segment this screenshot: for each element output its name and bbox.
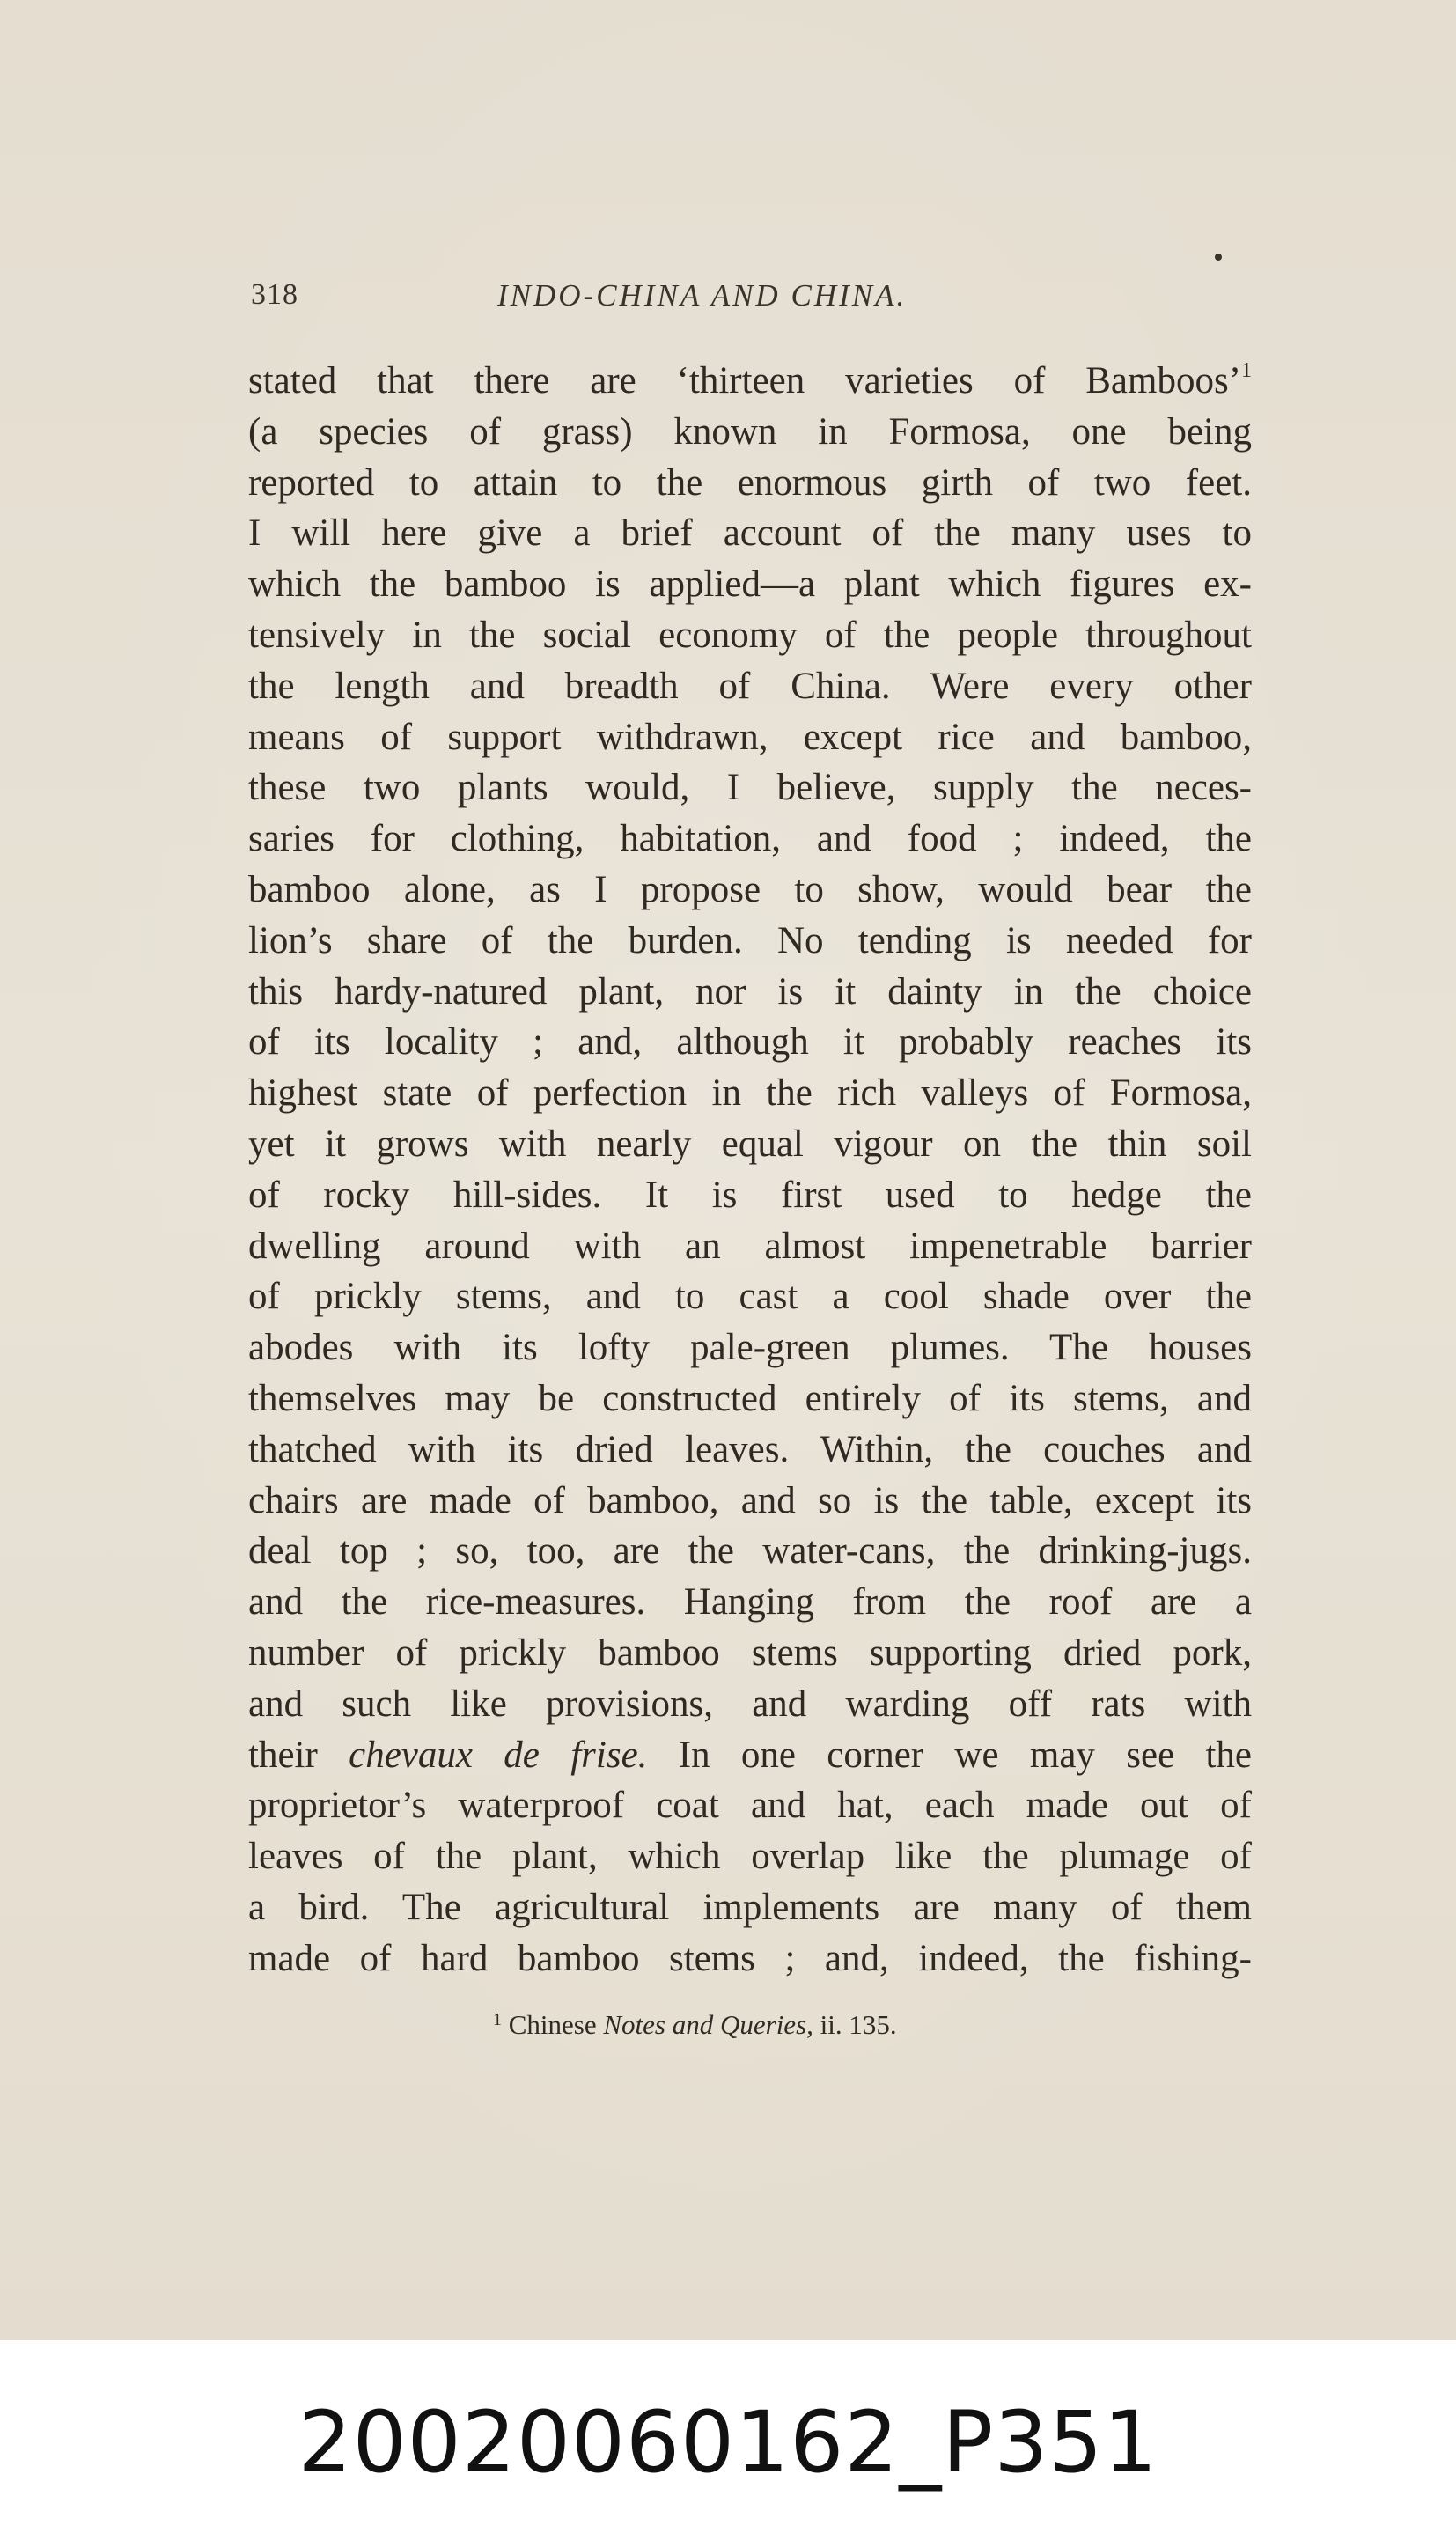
text-line: which the bamboo is applied—a plant which figures ex- [248,563,1252,606]
footnote-reference: 1 [1241,359,1252,382]
text-line: number of prickly bamboo stems supporting dried pork, [248,1631,1252,1674]
text-line: made of hard bamboo stems ; and, indeed, the fishing- [248,1937,1252,1979]
text-line: these two plants would, I believe, supply the neces- [248,767,1252,809]
text-line: saries for clothing, habitation, and food ; indeed, the [248,818,1252,860]
text-line: proprietor’s waterproof coat and hat, each made out of [248,1785,1252,1827]
text-line: their chevaux de frise. In one corner we may see the [248,1734,1253,1776]
text-line: deal top ; so, too, are the water-cans, the drinking-jugs. [248,1530,1252,1572]
text-line: highest state of perfection in the rich valleys of Formosa, [248,1072,1252,1115]
text-line: dwelling around with an almost impenetrable barrier [248,1225,1252,1267]
text-line: chairs are made of bamboo, and so is the table, except its [248,1479,1252,1521]
text-line: abodes with its lofty pale-green plumes. The houses [248,1327,1252,1369]
text-line: leaves of the plant, which overlap like the plumage of [248,1836,1252,1878]
page-number: 318 [251,278,298,311]
footnote-title: Notes and Queries, [603,2009,813,2040]
text-line: I will here give a brief account of the many uses to [248,512,1252,555]
text-line: thatched with its dried leaves. Within, the couches and [248,1428,1252,1470]
text-line: of rocky hill-sides. It is first used to hedge the [248,1174,1252,1216]
running-title: INDO-CHINA AND CHINA. [497,278,908,313]
text-line: of its locality ; and, although it probably reaches its [248,1021,1252,1064]
footnote-marker: 1 [493,2010,502,2029]
italic-phrase: chevaux de frise. [349,1734,648,1776]
text-line: themselves may be constructed entirely of its stems, and [248,1377,1252,1419]
text-line: stated that there are ‘thirteen varieties of Bamboos’$^1$ [248,359,1252,401]
text-line: (a species of grass) known in Formosa, one being [248,410,1252,453]
page-header [251,278,1263,322]
image-id-caption: 20020060162_P351 [298,2393,1158,2492]
ink-speck [1215,254,1222,261]
text-line: the length and breadth of China. Were every other [248,665,1252,707]
text-line: this hardy-natured plant, nor is it dainty in the choice [248,970,1252,1013]
text-line: reported to attain to the enormous girth of two feet. [248,461,1252,504]
text-line: lion’s share of the burden. No tending is needed for [248,919,1252,961]
text-line: tensively in the social economy of the people throughout [248,614,1252,656]
caption-area [0,2340,1456,2548]
text-line: of prickly stems, and to cast a cool shade over the [248,1276,1252,1318]
footnote: $^1$ Chinese Notes and Queries, ii. 135. [493,2009,897,2040]
body-text [248,356,1252,1985]
text-line: a bird. The agricultural implements are many of them [248,1886,1252,1928]
text-line: bamboo alone, as I propose to show, would bear the [248,868,1252,910]
text-line: and the rice-measures. Hanging from the roof are a [248,1581,1252,1624]
text-line: yet it grows with nearly equal vigour on the thin soil [248,1123,1252,1165]
text-line: means of support withdrawn, except rice and bamboo, [248,716,1252,758]
text-line: and such like provisions, and warding off rats with [248,1683,1252,1725]
